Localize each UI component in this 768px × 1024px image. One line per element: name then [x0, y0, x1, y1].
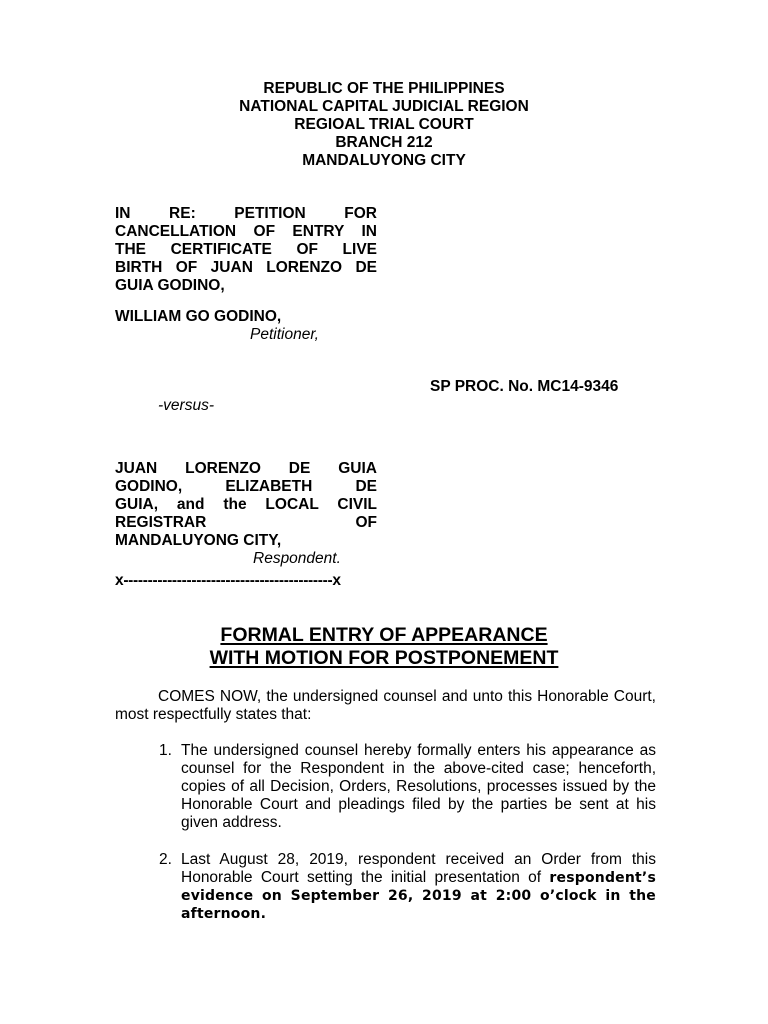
petitioner-role: Petitioner, — [250, 326, 319, 343]
intro-paragraph: COMES NOW, the undersigned counsel and unto this Honorable Court, most respectfully states that: — [115, 688, 656, 723]
case-number: SP PROC. No. MC14-9346 — [430, 378, 619, 395]
versus-label: -versus- — [158, 397, 214, 414]
respondent-line: GODINO, ELIZABETH DE — [115, 478, 377, 495]
list-text: Last August 28, 2019, respondent received an Order from this Honorable Court setting the initial presentation of — [181, 851, 656, 886]
petition-caption — [115, 205, 377, 295]
respondents-caption — [115, 460, 377, 550]
respondent-role: Respondent. — [253, 550, 341, 567]
petition-line: GUIA GODINO, — [115, 277, 225, 294]
list-item — [159, 742, 656, 832]
header-region: NATIONAL CAPITAL JUDICIAL REGION — [239, 98, 529, 115]
respondent-line: MANDALUYONG CITY, — [115, 532, 282, 549]
court-header — [0, 80, 768, 170]
petition-line: THE CERTIFICATE OF LIVE — [115, 241, 377, 258]
petitioner-name: WILLIAM GO GODINO, — [115, 308, 282, 325]
caption-divider: x-------------------------------------------x — [115, 572, 341, 589]
list-text: The undersigned counsel hereby formally enters his appearance as counsel for the Respondent in the above-cited case; henceforth, copies of all Decision, Orders, Resolutions, processes issued by the Honorable Court and pleadings filed by the parties be sent at his given address. — [181, 742, 656, 831]
respondent-line: REGISTRAR OF — [115, 514, 377, 531]
header-branch: BRANCH 212 — [335, 134, 433, 151]
list-text-container — [181, 851, 656, 923]
header-republic: REPUBLIC OF THE PHILIPPINES — [263, 80, 505, 97]
header-court: REGIOAL TRIAL COURT — [294, 116, 474, 133]
list-item — [159, 851, 656, 923]
petition-line: CANCELLATION OF ENTRY IN — [115, 223, 377, 240]
list-number: 1. — [159, 742, 172, 759]
petition-line: BIRTH OF JUAN LORENZO DE — [115, 259, 377, 276]
list-number: 2. — [159, 851, 172, 868]
header-city: MANDALUYONG CITY — [302, 152, 466, 169]
petition-line: IN RE: PETITION FOR — [115, 205, 377, 222]
respondent-line: JUAN LORENZO DE GUIA — [115, 460, 377, 477]
list-text-bold: respondent’s evidence on September 26, 2019 at 2:00 o’clock in the afternoon. — [181, 870, 656, 922]
document-title — [0, 624, 768, 670]
title-line-2: WITH MOTION FOR POSTPONEMENT — [209, 647, 559, 669]
title-line-1: FORMAL ENTRY OF APPEARANCE — [220, 624, 548, 646]
respondent-line: GUIA, and the LOCAL CIVIL — [115, 496, 377, 513]
